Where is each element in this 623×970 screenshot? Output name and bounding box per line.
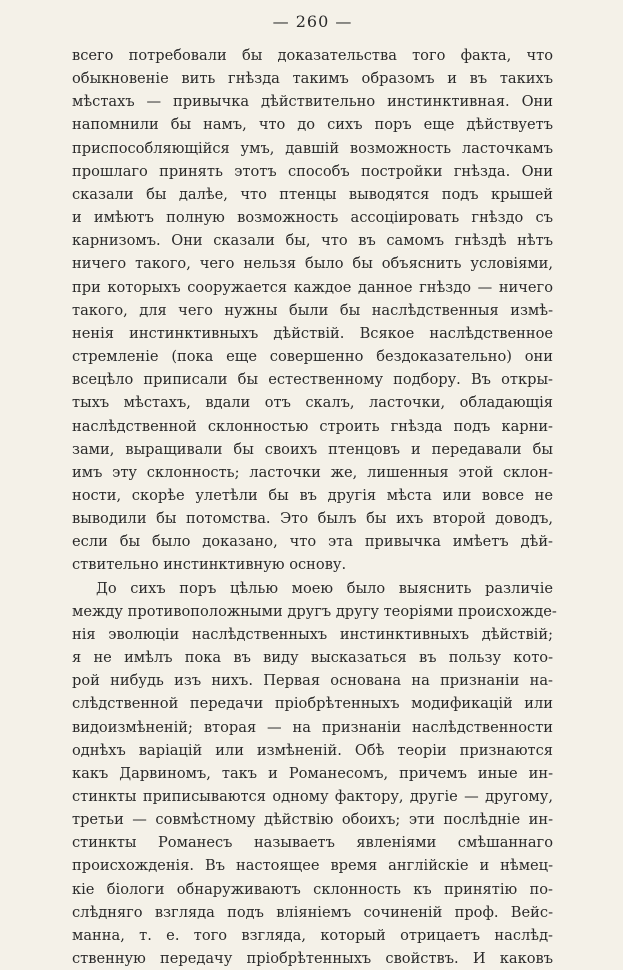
text-line: До сихъ поръ цѣлью моею было выяснить различіе [96,579,553,597]
text-line: обыкновеніе вить гнѣзда такимъ образомъ и въ такихъ [72,70,553,88]
text-line: всего потребовали бы доказательства того факта, что [72,47,553,64]
text-line: ственную передачу пріобрѣтенныхъ свойствъ. И каковъ [72,950,553,968]
text-line: сказали бы далѣе, что птенцы выводятся подъ крышей [72,185,553,203]
text-line: ненія инстинктивныхъ дѣйствій. Всякое наслѣдственное [72,324,553,342]
text-line: при которыхъ сооружается каждое данное гнѣздо — ничего [72,278,553,296]
text-line: третьи — совмѣстному дѣйствію обоихъ; эти послѣдніе ин- [72,811,553,829]
text-line: манна, т. е. того взгляда, который отрицаетъ наслѣд- [72,926,553,944]
page-text [72,44,557,970]
text-line: стинкты Романесъ называетъ явленіями смѣшаннаго [72,834,553,852]
text-line: слѣдственной передачи пріобрѣтенныхъ модификацій или [72,695,553,713]
text-line: происхожденія. Въ настоящее время англійскіе и нѣмец- [72,857,553,875]
text-line: рой нибудь изъ нихъ. Первая основана на признаніи на- [72,672,553,690]
text-line: если бы было доказано, что эта привычка имѣетъ дѣй- [72,533,553,551]
text-line: карнизомъ. Они сказали бы, что въ самомъ гнѣздѣ нѣтъ [72,232,553,250]
text-line: я не имѣлъ пока въ виду высказаться въ пользу кото- [72,649,553,667]
text-line: ности, скорѣе улетѣли бы въ другія мѣста или вовсе не [72,486,553,504]
text-line: стремленіе (пока еще совершенно бездоказательно) они [72,348,553,366]
text-line: видоизмѣненій; вторая — на признаніи наслѣдственности [72,718,553,736]
paragraph [72,44,553,577]
text-line: однѣхъ варіацій или измѣненій. Обѣ теоріи признаются [72,741,553,759]
text-line: кіе біологи обнаруживаютъ склонность къ принятію по- [72,880,553,898]
text-line: какъ Дарвиномъ, такъ и Романесомъ, причемъ иные ин- [72,764,553,782]
text-line: мѣстахъ — привычка дѣйствительно инстинктивная. Они [72,93,553,111]
text-line: стинкты приписываются одному фактору, другіе — другому, [72,788,553,805]
text-line: приспособляющійся умъ, давшій возможность ласточкамъ [72,139,553,157]
text-line: напомнили бы намъ, что до сихъ поръ еще дѣйствуетъ [72,116,553,134]
text-line: нія эволюціи наслѣдственныхъ инстинктивныхъ дѣйствій; [72,625,553,643]
page-number-header: — 260 — [272,12,353,31]
text-line: наслѣдственной склонностью строить гнѣзда подъ карни- [72,417,553,435]
text-line: прошлаго принять этотъ способъ постройки гнѣзда. Они [72,162,553,180]
text-line: такого, для чего нужны были бы наслѣдственныя измѣ- [72,301,553,319]
paragraph [72,577,557,970]
text-line: слѣдняго взгляда подъ вліяніемъ сочиненій проф. Вейс- [72,903,553,921]
text-line: тыхъ мѣстахъ, вдали отъ скалъ, ласточки, обладающія [72,394,553,412]
text-line: выводили бы потомства. Это былъ бы ихъ второй доводъ, [72,510,553,528]
text-line: зами, выращивали бы своихъ птенцовъ и передавали бы [72,440,553,458]
text-line: и имѣютъ полную возможность ассоціировать гнѣздо съ [72,209,553,227]
text-line: имъ эту склонность; ласточки же, лишенныя этой склон- [72,463,553,481]
text-line: ствительно инстинктивную основу. [72,556,347,574]
text-line: всецѣло приписали бы естественному подбору. Въ откры- [72,371,553,389]
text-line: ничего такого, чего нельзя было бы объяснить условіями, [72,255,553,273]
text-line: между противоположными другъ другу теоріями происхожде- [72,602,557,620]
